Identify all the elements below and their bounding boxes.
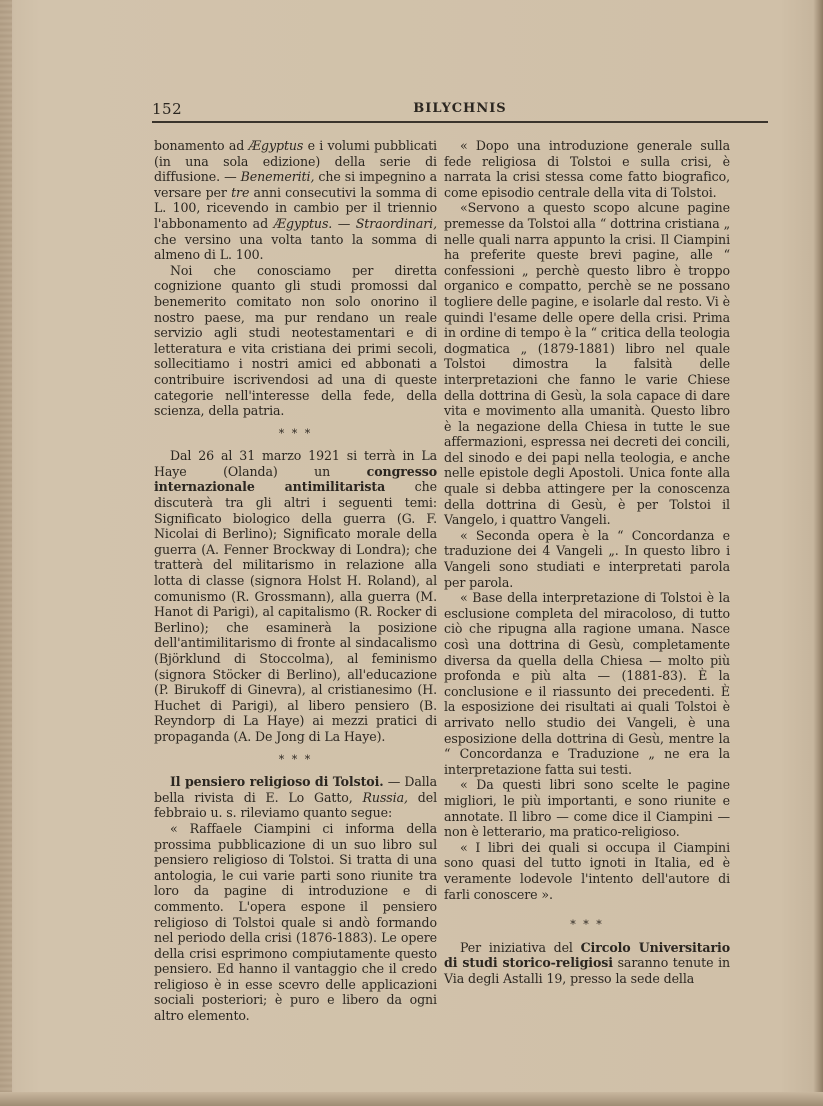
paragraph: Il pensiero religioso di Tolstoi. — Dalla bella rivista di E. Lo Gatto, Russia, del febbraio u. s. rileviamo quanto segue: (154, 774, 438, 821)
right-column (444, 138, 730, 986)
page-edge-bottom (0, 1092, 823, 1106)
paragraph: bonamento ad Ægyptus e i volumi pubblicati (in una sola edizione) della serie di diffusione. — Benemeriti, che si impegnino a versare per tre anni consecutivi la somma di L. 100, ricevendo in cambio per il triennio l'abbonamento ad Ægyptus. — Straordinari, che versino una volta tanto la somma di almeno di L. 100. (154, 138, 437, 263)
section-separator: * * * (278, 752, 313, 766)
section-separator: * * * (278, 426, 313, 440)
left-column (154, 138, 437, 1024)
paragraph: « Raffaele Ciampini ci informa della prossima pubblicazione di un suo libro sul pensiero religioso di Tolstoi. Si tratta di una antologia, le cui varie parti sono riunite tra loro da pagine di introduzione e di commento. L'opera espone il pensiero religioso di Tolstoi quale si andò formando nel periodo della crisi (1876-1883). Le opere della crisi esprimono compiutamente questo pensiero. Ed hanno il vantaggio che il credo religioso è in esse scevro delle applicazioni sociali posteriori; è puro e libero da ogni altro elemento. (154, 820, 437, 1024)
paragraph: «Servono a questo scopo alcune pagine premesse da Tolstoi alla “ dottrina cristiana „ nelle quali narra appunto la crisi. Il Ciampini ha preferite queste brevi pagine, alle “ confessioni „ perchè questo libro è troppo organico e compatto, perchè se ne possano togliere delle pagine, e isolarle dal resto. Vi è quindi l'esame delle opere della crisi. Prima in ordine di tempo è la “ critica della teologia dogmatica „ (1879-1881) libro nel quale Tolstoi dimostra la falsità delle interpretazioni che fanno le varie Chiese della dottrina di Gesù, la sola capace di dare vita e movimento alla umanità. Questo libro è la negazione della Chiesa in tutte le sue affermazioni, espressa nei decreti dei concili, del sinodo e dei papi nella teologia, e anche nelle epistole degli Apostoli. Unica fonte alla quale si debba attingere per la conoscenza della dottrina di Gesù, è per Tolstoi il Vangelo, i quattro Vangeli. (444, 200, 730, 528)
paragraph: « Base della interpretazione di Tolstoi è la esclusione completa del miracoloso, di tutto ciò che ripugna alla ragione umana. Nasce così una dottrina di Gesù, completamente diversa da quella della Chiesa — molto più profonda e più alta — (1881-83). È la conclusione e il riassunto dei precedenti. È la esposizione dei risultati ai quali Tolstoi è arrivato nello studio dei Vangeli, è una esposizione della dottrina di Gesù, mentre la “ Concordanza e Traduzione „ ne era la interpretazione fatta sui testi. (444, 590, 730, 777)
paragraph: « Seconda opera è la “ Concordanza e traduzione dei 4 Vangeli „. In questo libro i Vangeli sono studiati e interpretati parola per parola. (444, 527, 730, 590)
section-separator: * * * (570, 918, 604, 932)
paragraph: « I libri dei quali si occupa il Ciampini sono quasi del tutto ignoti in Italia, ed è veramente lodevole l'intento dell'autore di farli conoscere ». (444, 839, 730, 902)
header-rule (152, 121, 768, 123)
paragraph: Dal 26 al 31 marzo 1921 si terrà in La Haye (Olanda) un congresso internazionale antimilitarista che discuterà tra gli altri i seguenti temi: Significato biologico della guerra (G. F. Nicolai di Berlino); Significato morale della guerra (A. Fenner Brockway di Londra); che tratterà del militarismo in relazione alla lotta di classe (signora Holst H. Roland), al comunismo (R. Grossmann), alla guerra (M. Hanot di Parigi), al capitalismo (R. Rocker di Berlino); che esaminerà la posizione dell'antimilitarismo di fronte al sindacalismo (Björklund di Stoccolma), al feminismo (signora Stöcker di Berlino), all'educazione (P. Birukoff di Ginevra), al cristianesimo (H. Huchet di Parigi), al libero pensiero (B. Reyndorp di La Haye) ai mezzi pratici di propaganda (A. De Jong di La Haye). (154, 448, 437, 744)
running-header (152, 100, 768, 122)
paragraph: Per iniziativa del Circolo Universitario di studi storico-religiosi saranno tenute in Via degli Astalli 19, presso la sede della (444, 939, 731, 986)
journal-title: BILYCHNIS (413, 101, 507, 116)
paragraph: « Dopo una introduzione generale sulla fede religiosa di Tolstoi e sulla crisi, è narrata la crisi stessa come fatto biografico, come episodio centrale della vita di Tolstoi. (444, 138, 730, 200)
page-edge-right (813, 0, 823, 1106)
page-binding (0, 0, 12, 1106)
page-number: 152 (152, 100, 183, 118)
paragraph: « Da questi libri sono scelte le pagine migliori, le più importanti, e sono riunite e annotate. Il libro — come dice il Ciampini — non è letterario, ma pratico-religioso. (444, 777, 730, 840)
paragraph: Noi che conosciamo per diretta cognizione quanto gli studi promossi dal benemerito comitato non solo onorino il nostro paese, ma pur rendano un reale servizio agli studi neotestamentari e di letteratura e vita cristiana dei primi secoli, sollecitiamo i nostri amici ed abbonati a contribuire iscrivendosi ad una di queste categorie nell'interesse della fede, della scienza, della patria. (154, 262, 437, 419)
